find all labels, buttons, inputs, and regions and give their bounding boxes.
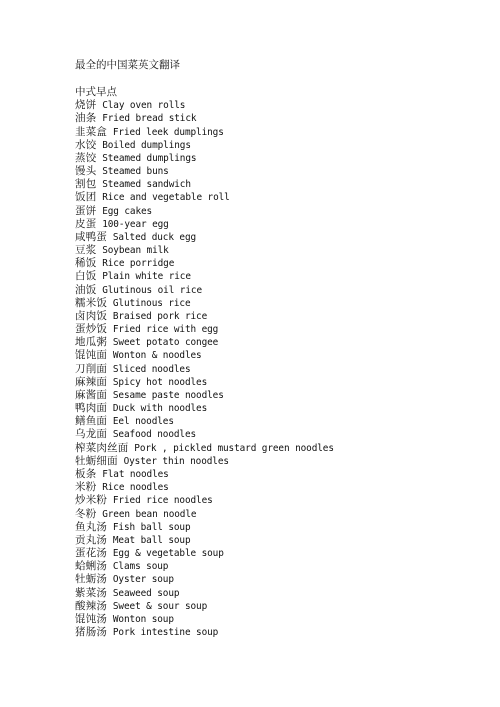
dish-english-name: Rice and vegetable roll [102,192,230,204]
dish-english-name: Wonton soup [112,613,174,625]
dish-chinese-name: 卤肉饭 [75,309,108,322]
dish-english-name: Glutinous rice [112,297,191,309]
dish-chinese-name: 水饺 [75,138,97,151]
dish-chinese-name: 刀削面 [75,362,108,375]
dish-english-name: Fish ball soup [112,521,191,533]
dish-english-name: Steamed buns [102,166,169,178]
list-item [75,323,485,336]
dish-chinese-name: 稀饭 [75,257,97,270]
dish-english-name: Sliced noodles [112,363,191,375]
dish-chinese-name: 咸鸭蛋 [75,230,108,243]
list-item [75,126,485,139]
dish-english-name: Fried rice with egg [112,324,219,336]
list-item [75,521,485,534]
dish-chinese-name: 油饭 [75,283,97,296]
dish-english-name: Salted duck egg [112,231,197,243]
dish-chinese-name: 韭菜盒 [75,125,108,138]
dish-english-name: Egg cakes [102,205,153,217]
dish-english-name: Eel noodles [112,416,174,428]
dish-english-name: Green bean noodle [102,508,197,520]
list-item [75,139,485,152]
list-item [75,442,485,455]
dish-chinese-name: 糯米饭 [75,296,108,309]
list-item [75,165,485,178]
dish-english-name: Spicy hot noodles [112,376,208,388]
dish-chinese-name: 蛋炒饭 [75,323,108,336]
list-item [75,270,485,283]
dish-english-name: Fried rice noodles [112,495,213,507]
list-item [75,508,485,521]
dish-chinese-name: 油条 [75,112,97,125]
dish-english-name: Soybean milk [102,245,169,257]
dish-english-name: Sweet & sour soup [112,600,208,612]
list-item [75,481,485,494]
dish-english-name: Sesame paste noodles [112,389,224,401]
dish-chinese-name: 冬粉 [75,507,97,520]
dish-english-name: Rice porridge [102,258,175,270]
dish-english-name: Steamed dumplings [102,152,197,164]
dish-english-name: Fried bread stick [102,113,197,125]
dish-chinese-name: 馒头 [75,165,97,178]
list-item [75,257,485,270]
dish-english-name: Oyster thin noodles [123,455,229,467]
dish-chinese-name: 割包 [75,178,97,191]
list-item [75,191,485,204]
dish-english-name: Fried leek dumplings [112,126,224,138]
dish-chinese-name: 饭团 [75,191,97,204]
dish-chinese-name: 蛋饼 [75,204,97,217]
dish-english-name: Sweet potato congee [112,337,219,349]
list-item [75,376,485,389]
dish-chinese-name: 米粉 [75,481,97,494]
dish-chinese-name: 板条 [75,468,97,480]
list-item [75,363,485,376]
dish-chinese-name: 鱼丸汤 [75,520,108,533]
dish-chinese-name: 蒸饺 [75,151,97,164]
dish-chinese-name: 猪肠汤 [75,626,108,639]
list-item [75,600,485,613]
dish-english-name: Flat noodles [102,469,169,480]
dish-english-name: Duck with noodles [112,403,208,415]
dish-chinese-name: 白饭 [75,270,97,283]
dish-chinese-name: 紫菜汤 [75,586,108,599]
dish-english-name: Oyster soup [112,574,174,586]
list-item [75,310,485,323]
document-title: 最全的中国菜英文翻译 [75,59,180,71]
dish-english-name: Pork intestine soup [112,627,219,639]
dish-chinese-name: 馄饨面 [75,349,108,362]
list-item [75,494,485,507]
dish-english-name: Clams soup [112,561,169,573]
list-item [75,560,485,573]
dish-chinese-name: 馄饨汤 [75,612,108,625]
dish-chinese-name: 豆浆 [75,244,97,257]
dish-english-name: Seafood noodles [112,429,197,441]
list-item [75,389,485,402]
list-item [75,218,485,231]
dish-english-name: Steamed sandwich [102,179,191,191]
list-item [75,613,485,626]
list-item [75,152,485,165]
dish-english-name: Plain white rice [102,271,191,283]
list-item [75,349,485,362]
list-item [75,468,485,481]
dish-chinese-name: 蛋花汤 [75,547,108,560]
dish-chinese-name: 酸辣汤 [75,599,108,612]
list-item [75,297,485,310]
menu-item-list [75,99,485,639]
dish-chinese-name: 牡蛎细面 [75,454,118,467]
dish-english-name: Egg & vegetable soup [112,548,224,560]
dish-chinese-name: 贡丸汤 [75,533,108,546]
section-heading: 中式早点 [75,86,117,98]
dish-chinese-name: 烧饼 [75,99,97,112]
dish-english-name: 100-year egg [102,218,169,230]
dish-english-name: Boiled dumplings [102,139,191,151]
list-item [75,284,485,297]
dish-english-name: Seaweed soup [112,587,180,599]
list-item [75,336,485,349]
dish-chinese-name: 皮蛋 [75,217,97,230]
dish-english-name: Pork , pickled mustard green noodles [134,442,334,454]
list-item [75,178,485,191]
list-item [75,626,485,639]
list-item [75,587,485,600]
list-item [75,547,485,560]
dish-chinese-name: 蛤蜊汤 [75,560,108,573]
dish-chinese-name: 鸭肉面 [75,402,108,415]
dish-chinese-name: 麻酱面 [75,388,108,401]
list-item [75,112,485,125]
list-item [75,99,485,112]
list-item [75,231,485,244]
list-item [75,402,485,415]
dish-english-name: Glutinous oil rice [102,284,202,296]
dish-english-name: Wonton & noodles [112,350,202,362]
dish-english-name: Braised pork rice [112,310,208,322]
dish-chinese-name: 地瓜粥 [75,336,108,349]
dish-chinese-name: 榨菜肉丝面 [75,441,129,454]
dish-english-name: Meat ball soup [112,534,191,546]
list-item [75,244,485,257]
document-page [75,58,485,639]
dish-chinese-name: 乌龙面 [75,428,108,441]
dish-english-name: Rice noodles [102,482,169,494]
dish-english-name: Clay oven rolls [102,100,186,112]
list-item [75,534,485,547]
dish-chinese-name: 炒米粉 [75,494,108,507]
list-item [75,415,485,428]
dish-chinese-name: 牡蛎汤 [75,573,108,586]
dish-chinese-name: 鳝鱼面 [75,415,108,428]
dish-chinese-name: 麻辣面 [75,375,108,388]
list-item [75,205,485,218]
list-item [75,428,485,441]
list-item [75,573,485,586]
list-item [75,455,485,468]
